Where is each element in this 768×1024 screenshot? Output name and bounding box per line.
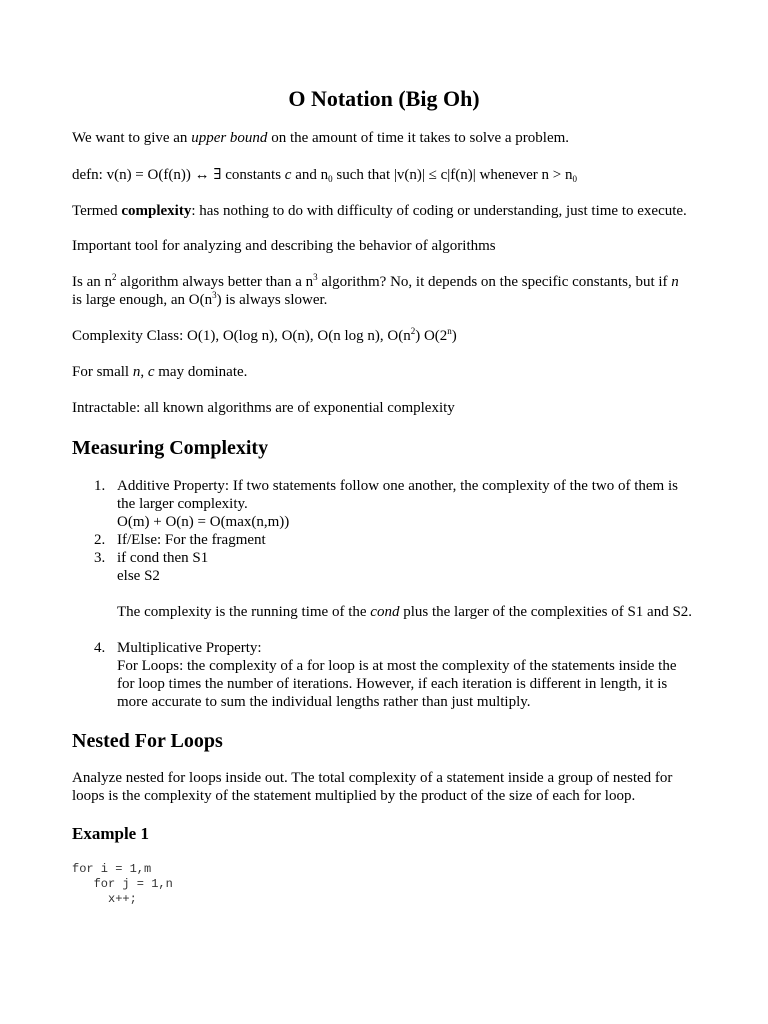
list-line: for loop times the number of iterations. However, if each iteration is different in length, it is [117, 676, 668, 692]
superscript: 3 [212, 290, 217, 300]
emphasis-n: n [132, 364, 141, 380]
text-run: Termed [72, 203, 122, 219]
list-line [117, 603, 700, 621]
text-run: , [140, 364, 148, 380]
list-line: if cond then S1 [117, 550, 209, 566]
text-run: and n [291, 167, 329, 183]
text-run: such that |v(n)| ≤ c|f(n)| whenever n > n [332, 167, 573, 183]
text-run: Is an n [72, 274, 112, 290]
subscript: 0 [328, 174, 333, 184]
list-number: 1. [94, 478, 106, 494]
superscript: 2 [410, 326, 416, 336]
upper-bound-paragraph [72, 129, 700, 147]
text-run: plus the larger of the complexities of S1 and S2. [399, 604, 693, 620]
text-run: ) is always slower. [216, 292, 328, 308]
list-line: Multiplicative Property: [117, 640, 262, 656]
code-line: for i = 1,m [72, 862, 152, 876]
list-line: more accurate to sum the individual lengths rather than just multiply. [117, 694, 531, 710]
list-number: 3. [94, 550, 106, 566]
code-line: x++; [72, 892, 137, 906]
superscript: n [447, 326, 452, 336]
code-block [72, 862, 173, 907]
list-line: If/Else: For the fragment [117, 532, 266, 548]
subscript: 0 [572, 174, 578, 184]
page-title: O Notation (Big Oh) [288, 86, 480, 111]
section-heading-nested-for-loops: Nested For Loops [72, 730, 223, 752]
bold-complexity: complexity [121, 203, 192, 219]
emphasis-c: c [147, 364, 155, 380]
complexity-class-paragraph [72, 327, 700, 345]
text-run: is large enough, an O(n [72, 292, 213, 308]
list-item-body [117, 531, 700, 549]
emphasis-c: c [284, 167, 292, 183]
section-heading-measuring-complexity: Measuring Complexity [72, 437, 269, 459]
list-line: O(m) + O(n) = O(max(n,m)) [117, 514, 290, 530]
code-line: for j = 1,n [72, 877, 173, 891]
definition-paragraph [72, 166, 700, 184]
termed-paragraph [72, 202, 700, 220]
list-number: 2. [94, 532, 106, 548]
text-run: on the amount of time it takes to solve a problem. [267, 130, 570, 146]
tool-paragraph: Important tool for analyzing and describing the behavior of algorithms [72, 238, 496, 254]
text-run: algorithm always better than a n [116, 274, 314, 290]
text-run: ) [451, 328, 457, 344]
list-line: For Loops: the complexity of a for loop is at most the complexity of the statements inside the [117, 658, 677, 674]
text-run: Complexity Class: O(1), O(log n), O(n), O(n log n), O(n [72, 328, 411, 344]
question-paragraph [72, 273, 700, 309]
intractable-paragraph: Intractable: all known algorithms are of exponential complexity [72, 400, 455, 416]
subsection-heading-example-1: Example 1 [72, 824, 149, 843]
text-run: algorithm? No, it depends on the specific constants, but if [317, 274, 672, 290]
superscript: 2 [112, 272, 117, 282]
text-run: ) O(2 [415, 328, 448, 344]
text-run: : has nothing to do with difficulty of coding or understanding, just time to execute. [191, 203, 687, 219]
emphasis-cond: cond [370, 604, 400, 620]
nested-paragraph [72, 769, 700, 805]
list-item-body [117, 549, 700, 621]
text-run: loops is the complexity of the statement multiplied by the product of the size of each for loop. [72, 788, 636, 804]
list-item-body [117, 639, 700, 711]
list-line: the larger complexity. [117, 496, 248, 512]
emphasis-upper-bound: upper bound [191, 130, 268, 146]
text-run: defn: v(n) = O(f(n)) ↔ ∃ constants [72, 167, 285, 183]
list-item-body [117, 477, 700, 531]
superscript: 3 [313, 272, 318, 282]
text-run: We want to give an [72, 130, 192, 146]
text-run: Analyze nested for loops inside out. The total complexity of a statement inside a group of nested for [72, 770, 673, 786]
text-run: may dominate. [154, 364, 248, 380]
list-line: else S2 [117, 568, 160, 584]
small-n-paragraph [72, 363, 700, 381]
text-run: For small [72, 364, 133, 380]
text-run: The complexity is the running time of the [117, 604, 371, 620]
list-line: Additive Property: If two statements follow one another, the complexity of the two of them is [117, 478, 678, 494]
emphasis-n: n [671, 274, 679, 290]
list-number: 4. [94, 640, 106, 656]
